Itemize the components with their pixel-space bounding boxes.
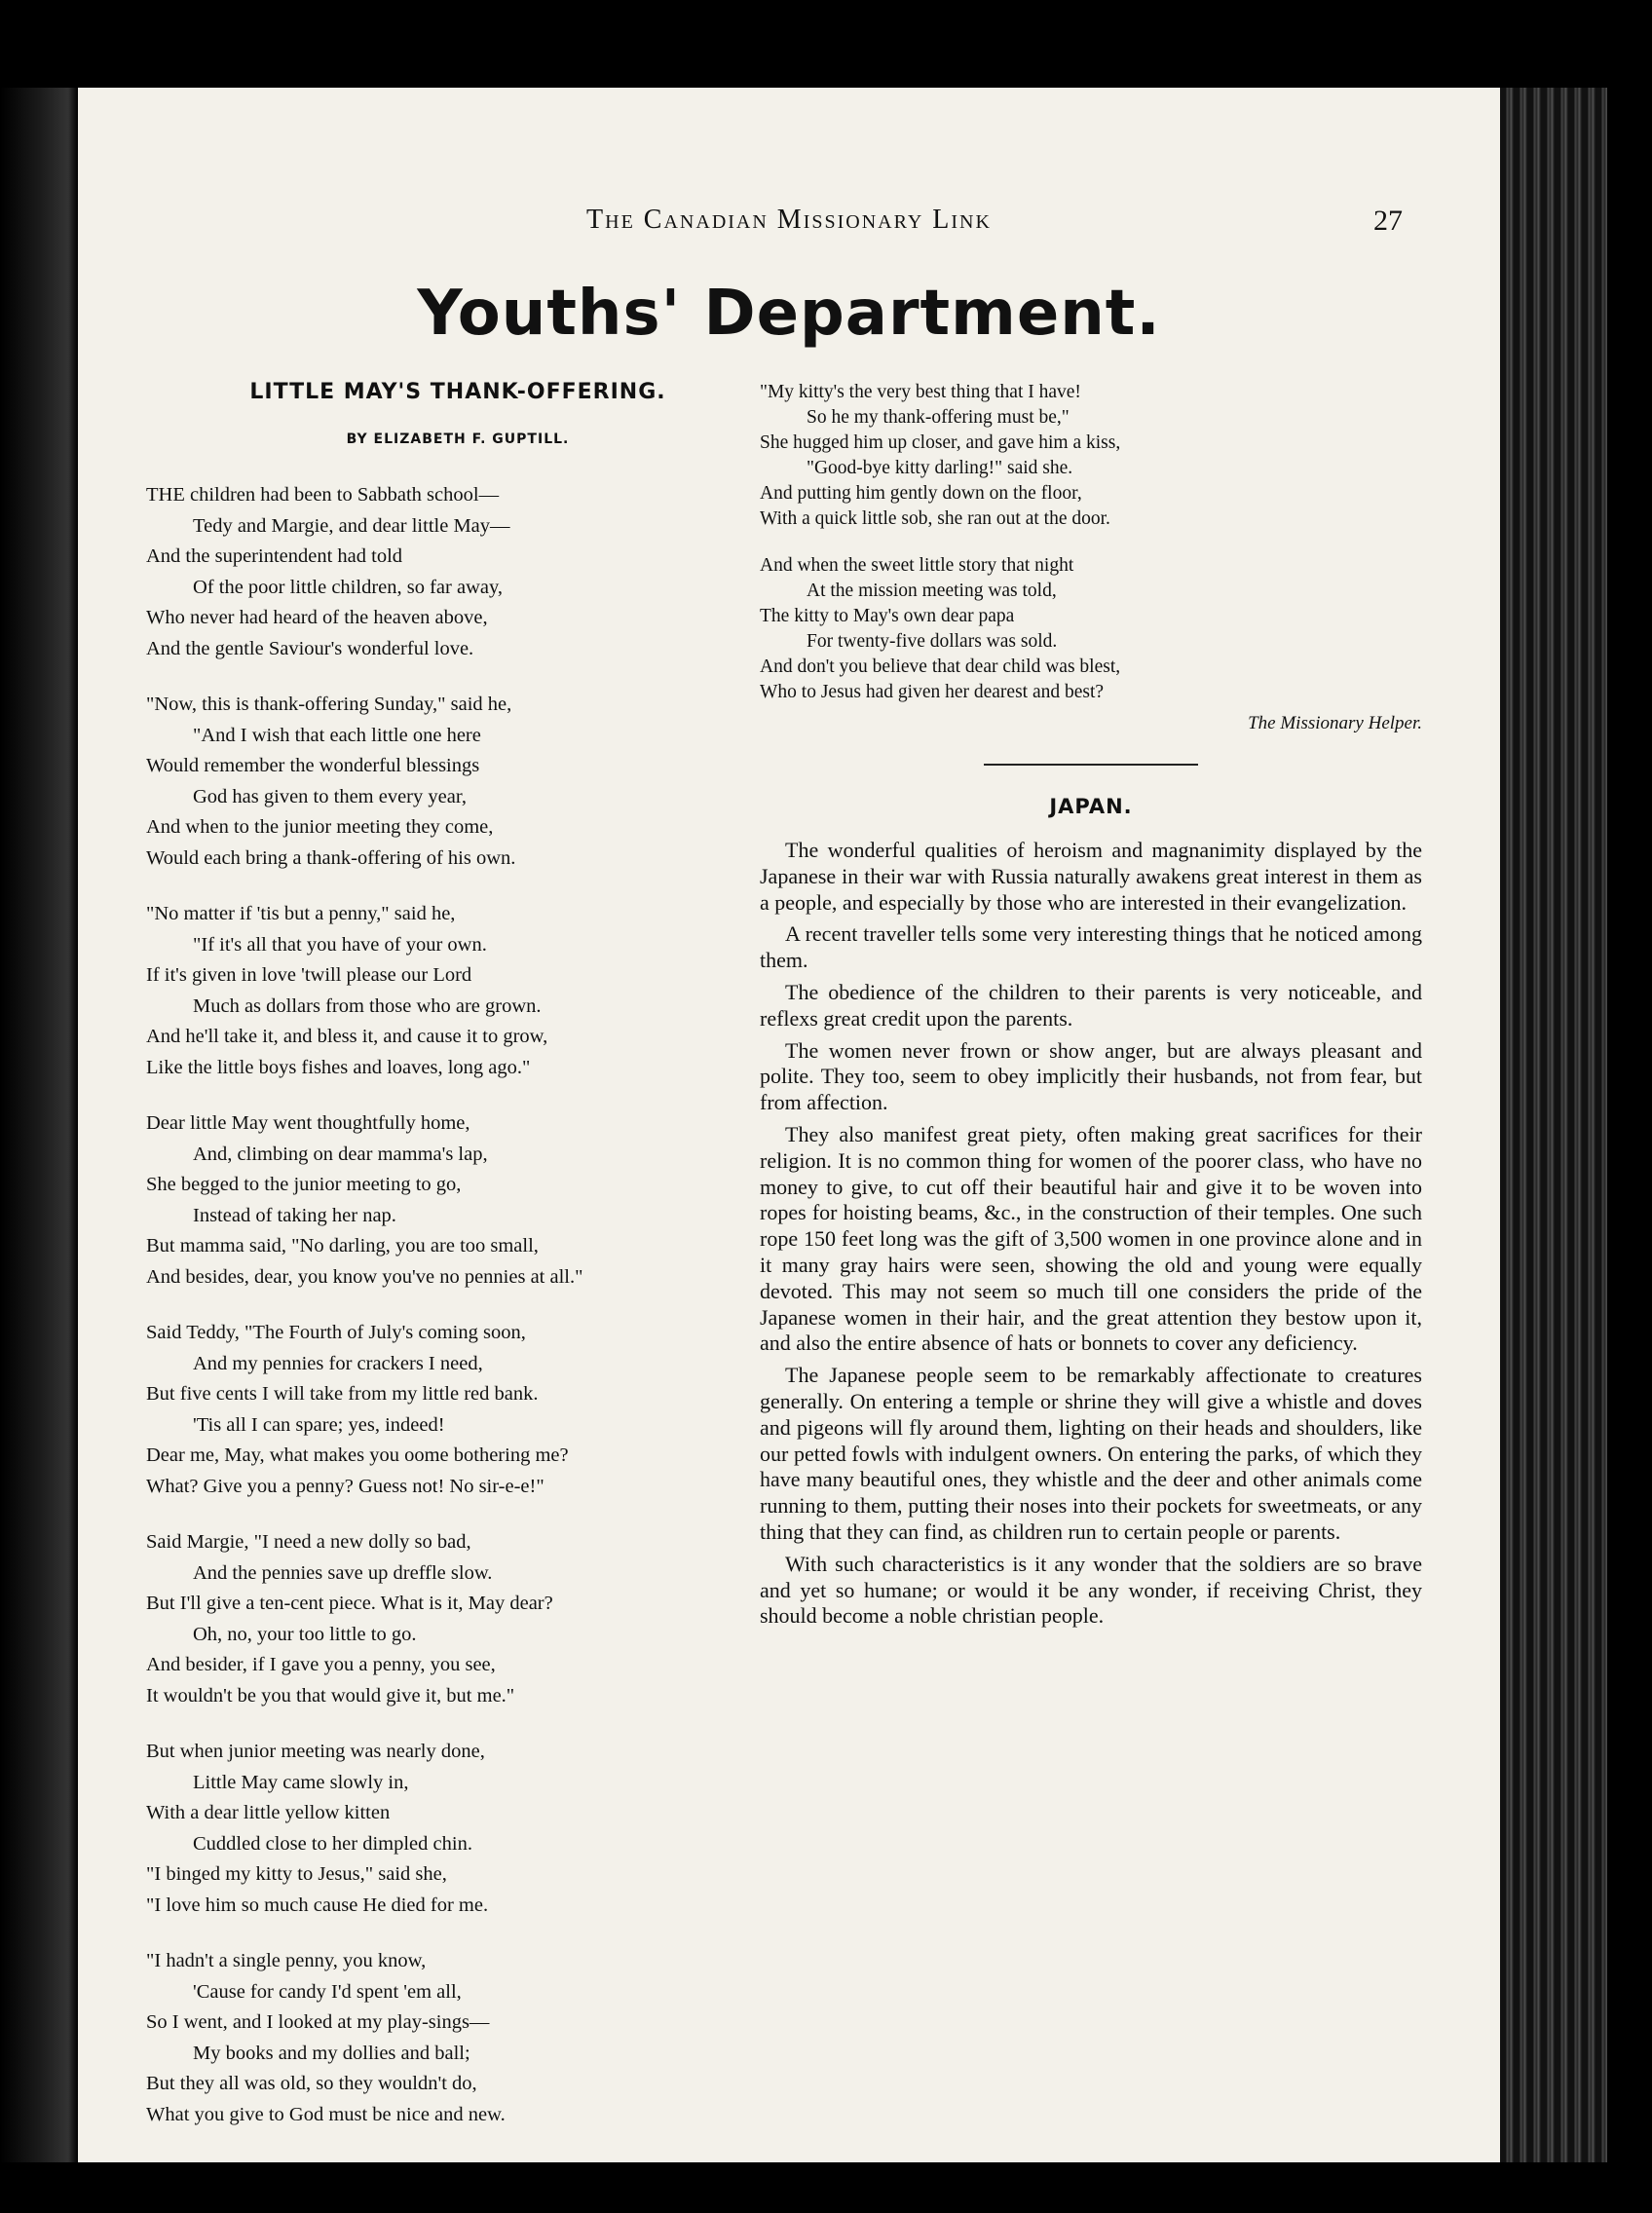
- poem-line: Said Teddy, "The Fourth of July's coming soon,: [146, 1322, 526, 1343]
- poem-line: And besider, if I gave you a penny, you see,: [146, 1654, 496, 1675]
- right-column: [760, 380, 1422, 1635]
- article-paragraph: The obedience of the children to their parents is very noticeable, and reflexs great credit upon the parents.: [760, 979, 1422, 1031]
- poem-stanza: [146, 1737, 770, 1921]
- poem-line: Little May came slowly in,: [193, 1771, 409, 1793]
- poem-line: And the superintendent had told: [146, 545, 403, 567]
- poem-stanza: [146, 690, 770, 874]
- poem-stanza: [146, 1318, 770, 1502]
- poem-line: So he my thank-offering must be,": [807, 407, 1070, 428]
- poem-line: And the gentle Saviour's wonderful love.: [146, 637, 474, 659]
- poem-line: 'Cause for candy I'd spent 'em all,: [193, 1980, 462, 2003]
- poem-line: With a dear little yellow kitten: [146, 1802, 391, 1823]
- poem-line: "I binged my kitty to Jesus," said she,: [146, 1863, 447, 1885]
- poem-line: "And I wish that each little one here: [193, 724, 481, 746]
- poem-line: The kitty to May's own dear papa: [760, 606, 1015, 626]
- magazine-page: [78, 88, 1500, 2162]
- poem-stanza: [760, 553, 1422, 705]
- poem-line: So I went, and I looked at my play-sings—: [146, 2011, 490, 2033]
- poem-line: "I hadn't a single penny, you know,: [146, 1950, 427, 1971]
- poem-line: But mamma said, "No darling, you are too small,: [146, 1235, 539, 1257]
- poem-line: It wouldn't be you that would give it, but me.": [146, 1684, 515, 1707]
- poem-line: If it's given in love 'twill please our Lord: [146, 964, 472, 986]
- poem-line: And don't you believe that dear child was blest,: [760, 656, 1121, 677]
- poem-line: My books and my dollies and ball;: [193, 2042, 470, 2064]
- article-paragraph: With such characteristics is it any wonder that the soldiers are so brave and yet so humane; or would it be any wonder, if receiving Christ, they should become a noble christian people.: [760, 1551, 1422, 1629]
- poem-line: And besides, dear, you know you've no pennies at all.": [146, 1265, 583, 1288]
- poem-line: Dear me, May, what makes you oome bothering me?: [146, 1444, 569, 1466]
- poem-line: And, climbing on dear mamma's lap,: [193, 1143, 488, 1165]
- poem-line: God has given to them every year,: [193, 785, 467, 807]
- poem-title: LITTLE MAY'S THANK-OFFERING.: [249, 380, 666, 404]
- poem-line: She hugged him up closer, and gave him a kiss,: [760, 432, 1121, 453]
- book-spine: [1500, 88, 1607, 2162]
- poem-line: "Good-bye kitty darling!" said she.: [807, 458, 1073, 478]
- poem-stanza: [146, 1527, 770, 1711]
- poem-line: With a quick little sob, she ran out at the door.: [760, 508, 1110, 529]
- poem-line: Dear little May went thoughtfully home,: [146, 1112, 470, 1134]
- poem-line: But they all was old, so they wouldn't do,: [146, 2073, 477, 2094]
- article-title: JAPAN.: [1049, 795, 1133, 818]
- article-paragraph: The women never frown or show anger, but are always pleasant and polite. They too, seem to obey implicitly their husbands, not from fear, but from affection.: [760, 1037, 1422, 1115]
- poem-line: But I'll give a ten-cent piece. What is it, May dear?: [146, 1593, 553, 1614]
- poem-line: And he'll take it, and bless it, and cause it to grow,: [146, 1026, 548, 1047]
- poem-line: What you give to God must be nice and new.: [146, 2103, 506, 2125]
- poem-line: Oh, no, your too little to go.: [193, 1623, 417, 1645]
- poem-attribution: The Missionary Helper.: [1248, 713, 1422, 733]
- poem-continuation: [760, 380, 1422, 734]
- poem-line: Of the poor little children, so far away,: [193, 576, 504, 598]
- poem-line: "My kitty's the very best thing that I have!: [760, 382, 1081, 402]
- section-divider: [984, 764, 1198, 766]
- poem-line: THE children had been to Sabbath school—: [146, 484, 500, 506]
- poem-line: And when to the junior meeting they come,: [146, 816, 494, 838]
- poem-line: She begged to the junior meeting to go,: [146, 1174, 462, 1195]
- poem-stanza: [760, 380, 1422, 532]
- poem-line: 'Tis all I can spare; yes, indeed!: [193, 1413, 445, 1436]
- left-column: [146, 380, 770, 2156]
- page-number: 27: [1373, 205, 1403, 237]
- poem-line: Like the little boys fishes and loaves, long ago.": [146, 1056, 531, 1078]
- poem-stanza: [146, 899, 770, 1083]
- poem-line: And putting him gently down on the floor,: [760, 483, 1082, 504]
- poem-line: Cuddled close to her dimpled chin.: [193, 1832, 472, 1855]
- poem-line: "If it's all that you have of your own.: [193, 933, 487, 956]
- poem-byline: BY ELIZABETH F. GUPTILL.: [346, 431, 570, 447]
- poem-stanza: [146, 1108, 770, 1293]
- poem-line: Tedy and Margie, and dear little May—: [193, 514, 510, 537]
- poem-line: But when junior meeting was nearly done,: [146, 1741, 485, 1762]
- poem-line: Would each bring a thank-offering of his own.: [146, 846, 516, 869]
- poem-line: "No matter if 'tis but a penny," said he,: [146, 903, 456, 924]
- article-paragraph: A recent traveller tells some very interesting things that he noticed among them.: [760, 921, 1422, 973]
- poem-line: Who to Jesus had given her dearest and best?: [760, 682, 1105, 702]
- article-paragraph: They also manifest great piety, often making great sacrifices for their religion. It is no common thing for women of the poorer class, who have no money to give, to cut off their beautiful hair and give it to be woven into ropes for hoisting beams, &c., in the construction of their temples. One such rope 150 feet long was the gift of 3,500 women in one province alone and in it many gray hairs were seen, showing the old and young were equally devoted. This may not seem so much till one considers the pride of the Japanese women in their hair, and the great attention they bestow upon it, and also the entire absence of hats or bonnets to cover any deficiency.: [760, 1121, 1422, 1356]
- running-head: The Canadian Missionary Link: [586, 205, 992, 235]
- poem-line: And the pennies save up dreffle slow.: [193, 1561, 493, 1584]
- department-title: Youths' Department.: [417, 278, 1161, 350]
- poem-line: Said Margie, "I need a new dolly so bad,: [146, 1531, 471, 1553]
- poem-line: Much as dollars from those who are grown.: [193, 994, 542, 1017]
- poem-line: And when the sweet little story that night: [760, 555, 1074, 576]
- poem-stanza: [146, 480, 770, 664]
- poem-line: What? Give you a penny? Guess not! No sir-e-e!": [146, 1475, 544, 1497]
- poem-line: At the mission meeting was told,: [807, 581, 1057, 601]
- poem-line: For twenty-five dollars was sold.: [807, 631, 1058, 652]
- poem-stanza: [146, 1946, 770, 2130]
- poem-line: Instead of taking her nap.: [193, 1204, 396, 1226]
- article-paragraph: The wonderful qualities of heroism and magnanimity displayed by the Japanese in their war with Russia naturally awakens great interest in them as a people, and especially by those who are interested in their evangelization.: [760, 838, 1422, 915]
- poem-line: Would remember the wonderful blessings: [146, 755, 480, 776]
- article-paragraph: The Japanese people seem to be remarkably affectionate to creatures generally. On entering a temple or shrine they will give a whistle and doves and pigeons will fly around them, lighting on their heads and shoulders, like our petted fowls with indulgent owners. On entering the parks, of which they have many beautiful ones, they whistle and the deer and other animals come running to them, putting their noses into their pockets for sweetmeats, or any thing that they can find, as children run to certain people or parents.: [760, 1363, 1422, 1544]
- book-left-edge: [0, 88, 78, 2162]
- poem-line: Who never had heard of the heaven above,: [146, 607, 488, 628]
- poem-line: "I love him so much cause He died for me.: [146, 1894, 489, 1916]
- poem-line: And my pennies for crackers I need,: [193, 1352, 483, 1374]
- poem-line: But five cents I will take from my little red bank.: [146, 1383, 539, 1405]
- poem-line: "Now, this is thank-offering Sunday," said he,: [146, 694, 512, 715]
